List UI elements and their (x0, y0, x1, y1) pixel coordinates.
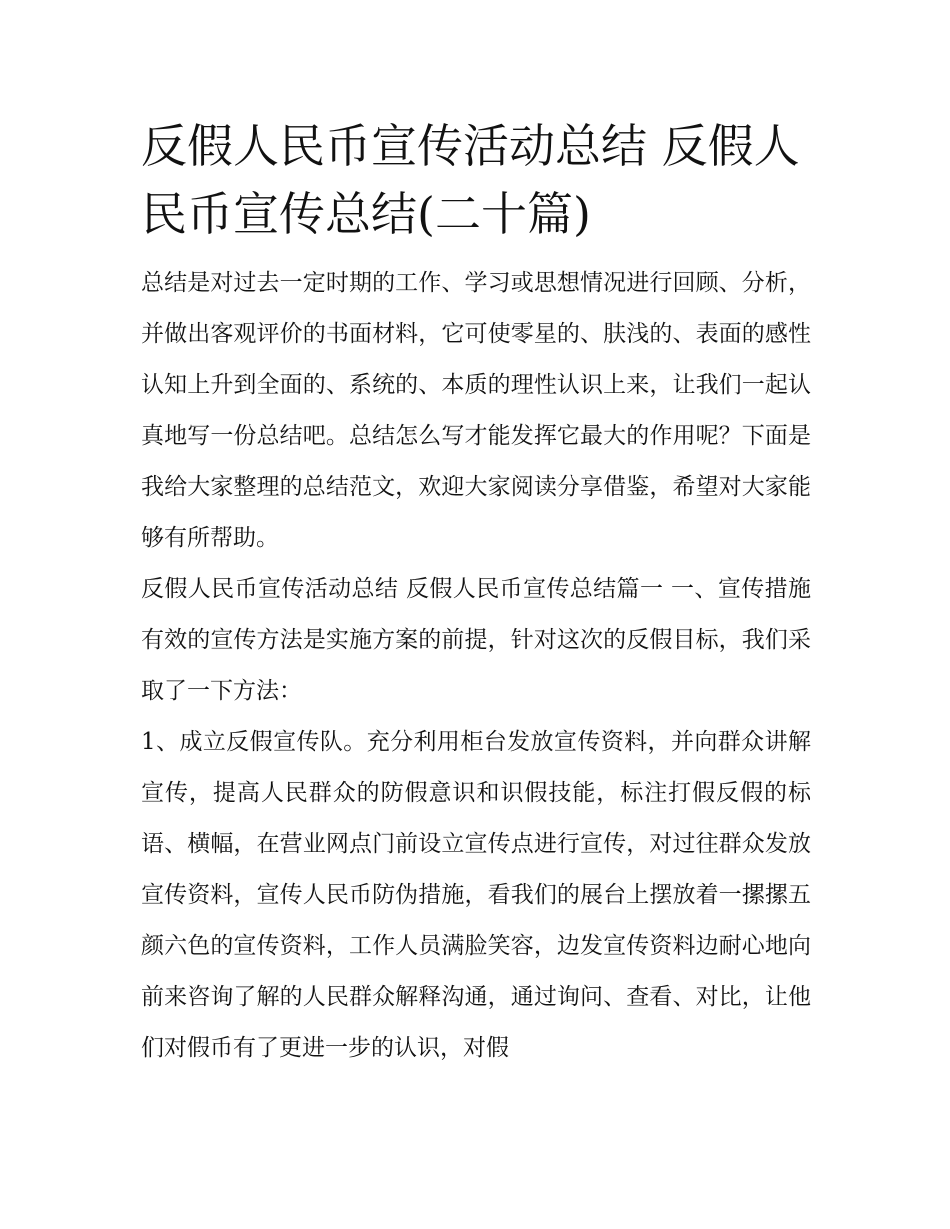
paragraph-section-one: 反假人民币宣传活动总结 反假人民币宣传总结篇一 一、宣传措施 有效的宣传方法是实施方案的前提，针对这次的反假目标，我们采取了一下方法： (141, 576, 811, 704)
document-title: 反假人民币宣传活动总结 反假人民币宣传总结(二十篇) (141, 119, 800, 241)
document-body (141, 112, 811, 1074)
paragraph-intro: 总结是对过去一定时期的工作、学习或思想情况进行回顾、分析，并做出客观评价的书面材料，它可使零星的、肤浅的、表面的感性认知上升到全面的、系统的、本质的理性认识上来，让我们一起认真地写一份总结吧。总结怎么写才能发挥它最大的作用呢？下面是我给大家整理的总结范文，欢迎大家阅读分享借鉴，希望对大家能够有所帮助。 (141, 270, 811, 551)
paragraph-item-one: 1、成立反假宣传队。充分利用柜台发放宣传资料，并向群众讲解宣传，提高人民群众的防假意识和识假技能，标注打假反假的标语、横幅，在营业网点门前设立宣传点进行宣传，对过往群众发放宣传资料，宣传人民币防伪措施，看我们的展台上摆放着一摞摞五颜六色的宣传资料，工作人员满脸笑容，边发宣传资料边耐心地向前来咨询了解的人民群众解释沟通，通过询问、查看、对比，让他们对假币有了更进一步的认识，对假 (141, 729, 811, 1061)
